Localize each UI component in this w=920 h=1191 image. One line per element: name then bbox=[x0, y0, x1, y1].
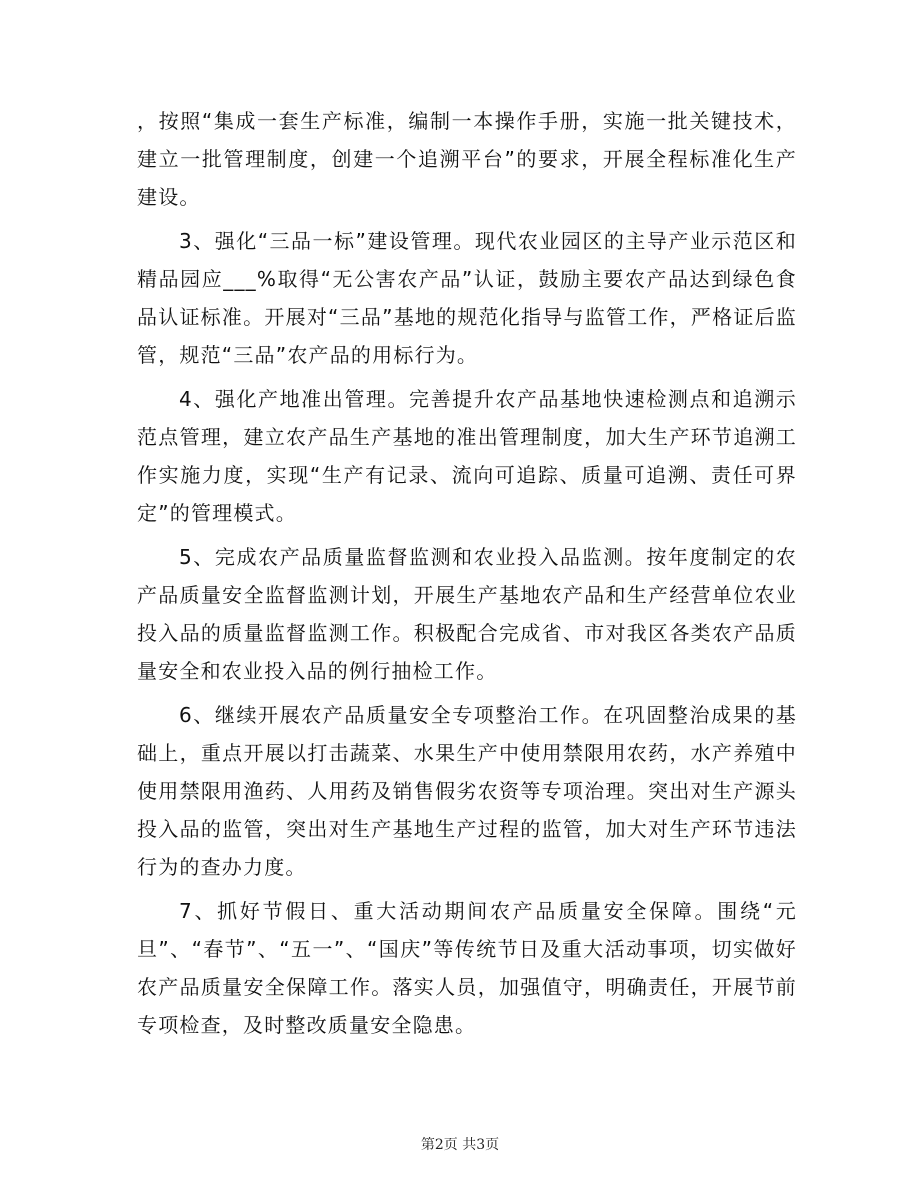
paragraph-continuation: ，按照“集成一套生产标准，编制一本操作手册，实施一批关键技术，建立一批管理制度，创建一个追溯平台”的要求，开展全程标准化生产建设。 bbox=[137, 109, 797, 209]
paragraph-item-7: 7、抓好节假日、重大活动期间农产品质量安全保障。围绕“元旦”、“春节”、“五一”、“国庆”等传统节日及重大活动事项，切实做好农产品质量安全保障工作。落实人员，加强值守，明确责任，开展节前专项检查，及时整改质量安全隐患。 bbox=[137, 899, 797, 1037]
paragraph-item-3: 3、强化“三品一标”建设管理。现代农业园区的主导产业示范区和精品园应___%取得“无公害农产品”认证，鼓励主要农产品达到绿色食品认证标准。开展对“三品”基地的规范化指导与监管工作，严格证后监管，规范“三品”农产品的用标行为。 bbox=[137, 229, 797, 367]
paragraph-item-5: 5、完成农产品质量监督监测和农业投入品监测。按年度制定的农产品质量安全监督监测计划，开展生产基地农产品和生产经营单位农业投入品的质量监督监测工作。积极配合完成省、市对我区各类农产品质量安全和农业投入品的例行抽检工作。 bbox=[137, 545, 797, 683]
document-body bbox=[137, 102, 797, 1044]
page-number: 第2页 共3页 bbox=[420, 1137, 500, 1153]
paragraph-item-6: 6、继续开展农产品质量安全专项整治工作。在巩固整治成果的基础上，重点开展以打击蔬菜、水果生产中使用禁限用农药，水产养殖中使用禁限用渔药、人用药及销售假劣农资等专项治理。突出对生产源头投入品的监管，突出对生产基地生产过程的监管，加大对生产环节违法行为的查办力度。 bbox=[137, 703, 797, 879]
paragraph-item-4: 4、强化产地准出管理。完善提升农产品基地快速检测点和追溯示范点管理，建立农产品生产基地的准出管理制度，加大生产环节追溯工作实施力度，实现“生产有记录、流向可追踪、质量可追溯、责任可界定”的管理模式。 bbox=[137, 387, 797, 525]
